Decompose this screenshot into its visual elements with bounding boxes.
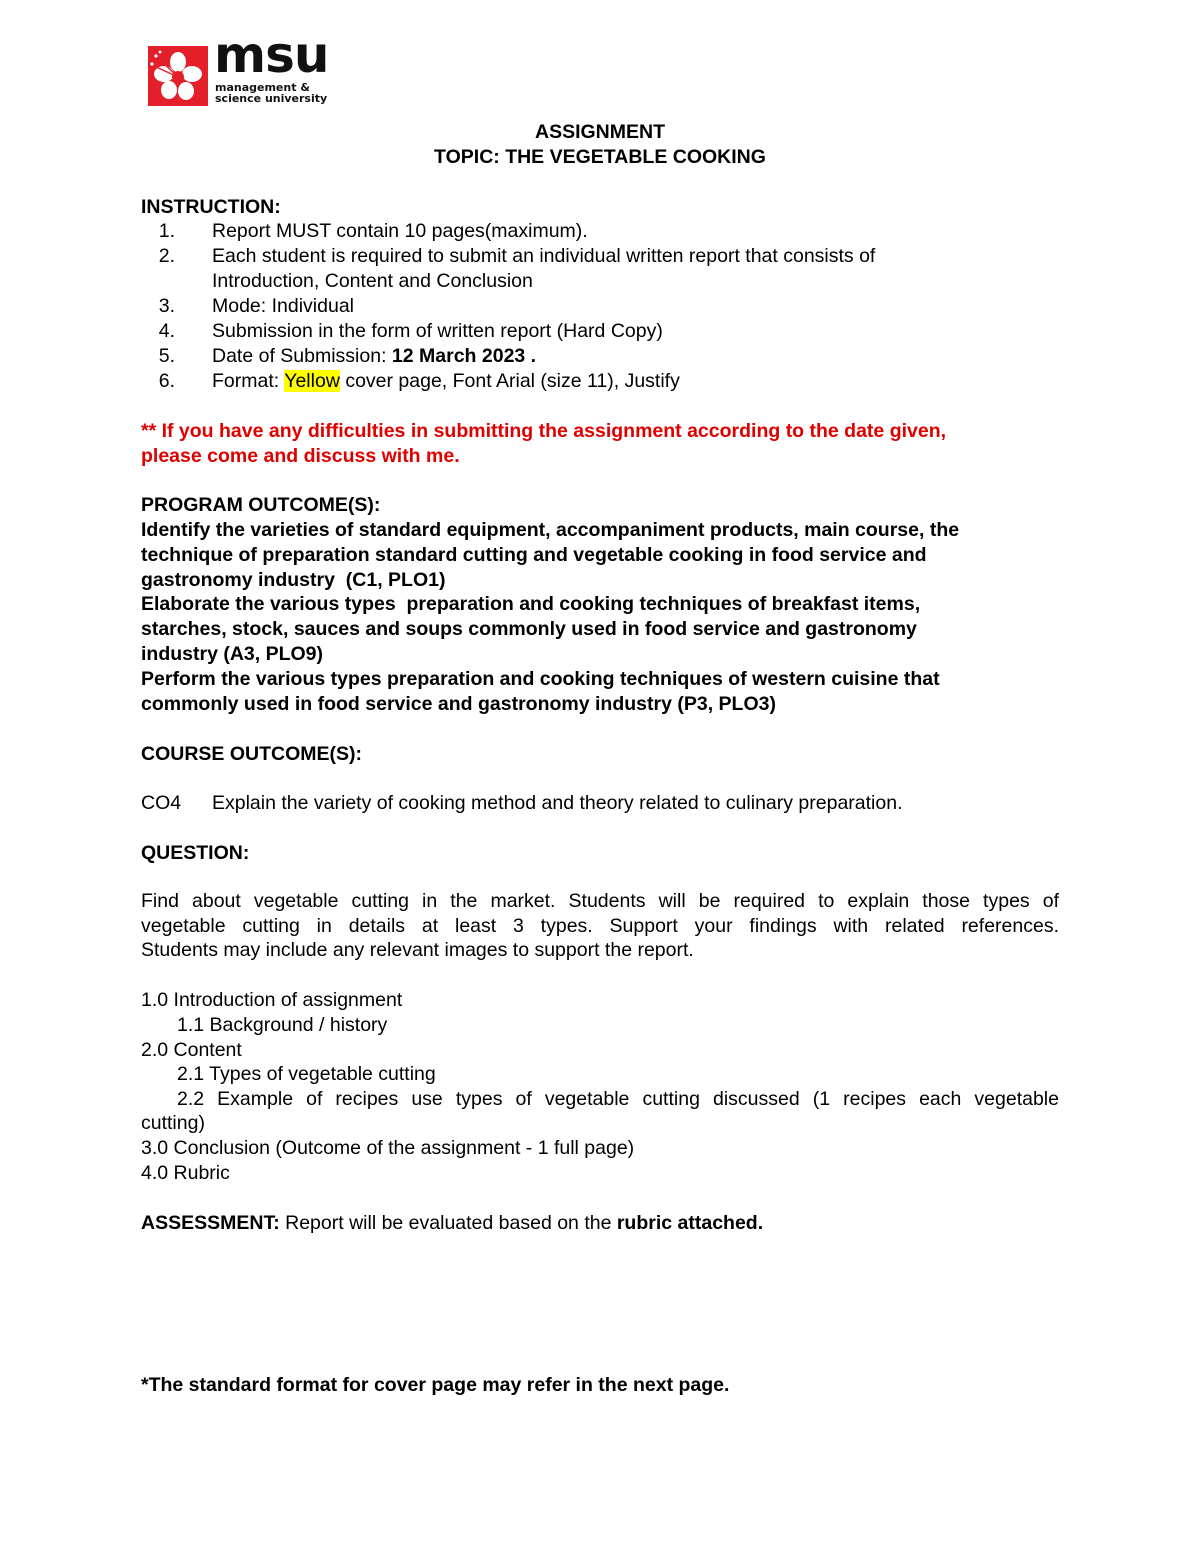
program-outcome-line: Perform the various types preparation and cooking techniques of western cuisine that (141, 668, 940, 690)
outline-item: 1.0 Introduction of assignment (141, 989, 403, 1011)
course-outcome-text: Explain the variety of cooking method and theory related to culinary preparation. (212, 792, 903, 814)
highlighted-yellow: Yellow (284, 370, 340, 392)
hibiscus-logo-icon (148, 46, 208, 106)
outline-subitem: 2.1 Types of vegetable cutting (177, 1063, 436, 1085)
program-outcome-line: industry (A3, PLO9) (141, 643, 324, 665)
course-outcome-heading: COURSE OUTCOME(S): (141, 743, 362, 765)
program-outcome-line: Identify the varieties of standard equipment, accompaniment products, main course, the (141, 519, 960, 541)
logo-wordmark: msu (214, 26, 329, 84)
question-heading: QUESTION: (141, 842, 250, 864)
program-outcome-line: commonly used in food service and gastronomy industry (P3, PLO3) (141, 693, 776, 715)
instruction-heading: INSTRUCTION: (141, 196, 281, 218)
notice-line: ** If you have any difficulties in submitting the assignment according to the date given, (141, 420, 947, 442)
outline-item: 4.0 Rubric (141, 1162, 230, 1184)
assessment-rubric: rubric attached. (616, 1212, 764, 1234)
program-outcome-line: starches, stock, sauces and soups commonly used in food service and gastronomy (141, 618, 917, 640)
document-title: ASSIGNMENT (534, 121, 665, 143)
logo-subtitle: management & science university (215, 81, 328, 105)
outline-subitem: 2.2 Example of recipes use types of vegetable cutting discussed (1 recipes each vegetable (177, 1088, 1059, 1110)
program-outcome-heading: PROGRAM OUTCOME(S): (141, 494, 381, 516)
question-paragraph-line: Find about vegetable cutting in the market. Students will be required to explain those types of (141, 890, 1059, 912)
assessment-line (141, 1211, 763, 1235)
assessment-label: ASSESSMENT: (141, 1212, 280, 1234)
notice-line: please come and discuss with me. (141, 445, 460, 467)
program-outcome-line: gastronomy industry (C1, PLO1) (141, 569, 446, 591)
format-details: cover page, Font Arial (size 11), Justify (339, 370, 680, 392)
assessment-text: Report will be evaluated based on the (279, 1212, 617, 1234)
outline-item: 3.0 Conclusion (Outcome of the assignment - 1 full page) (141, 1137, 635, 1159)
submission-date: 12 March 2023 . (391, 345, 537, 367)
course-outcome-code: CO4 (141, 792, 182, 814)
question-paragraph-line: vegetable cutting in details at least 3 types. Support your findings with related references. (141, 915, 1059, 937)
outline-subitem-continuation: cutting) (141, 1112, 205, 1134)
format-label: Format: (212, 370, 285, 392)
cover-page-note: *The standard format for cover page may refer in the next page. (141, 1374, 730, 1396)
document-topic: TOPIC: THE VEGETABLE COOKING (434, 146, 766, 168)
program-outcome-line: Elaborate the various types preparation and cooking techniques of breakfast items, (141, 593, 921, 615)
outline-subitem: 1.1 Background / history (177, 1014, 388, 1036)
submission-label: Date of Submission: (212, 345, 392, 367)
question-paragraph-line: Students may include any relevant images to support the report. (141, 939, 694, 961)
program-outcome-line: technique of preparation standard cutting and vegetable cooking in food service and (141, 544, 927, 566)
outline-item: 2.0 Content (141, 1039, 242, 1061)
msu-logo (148, 26, 348, 110)
